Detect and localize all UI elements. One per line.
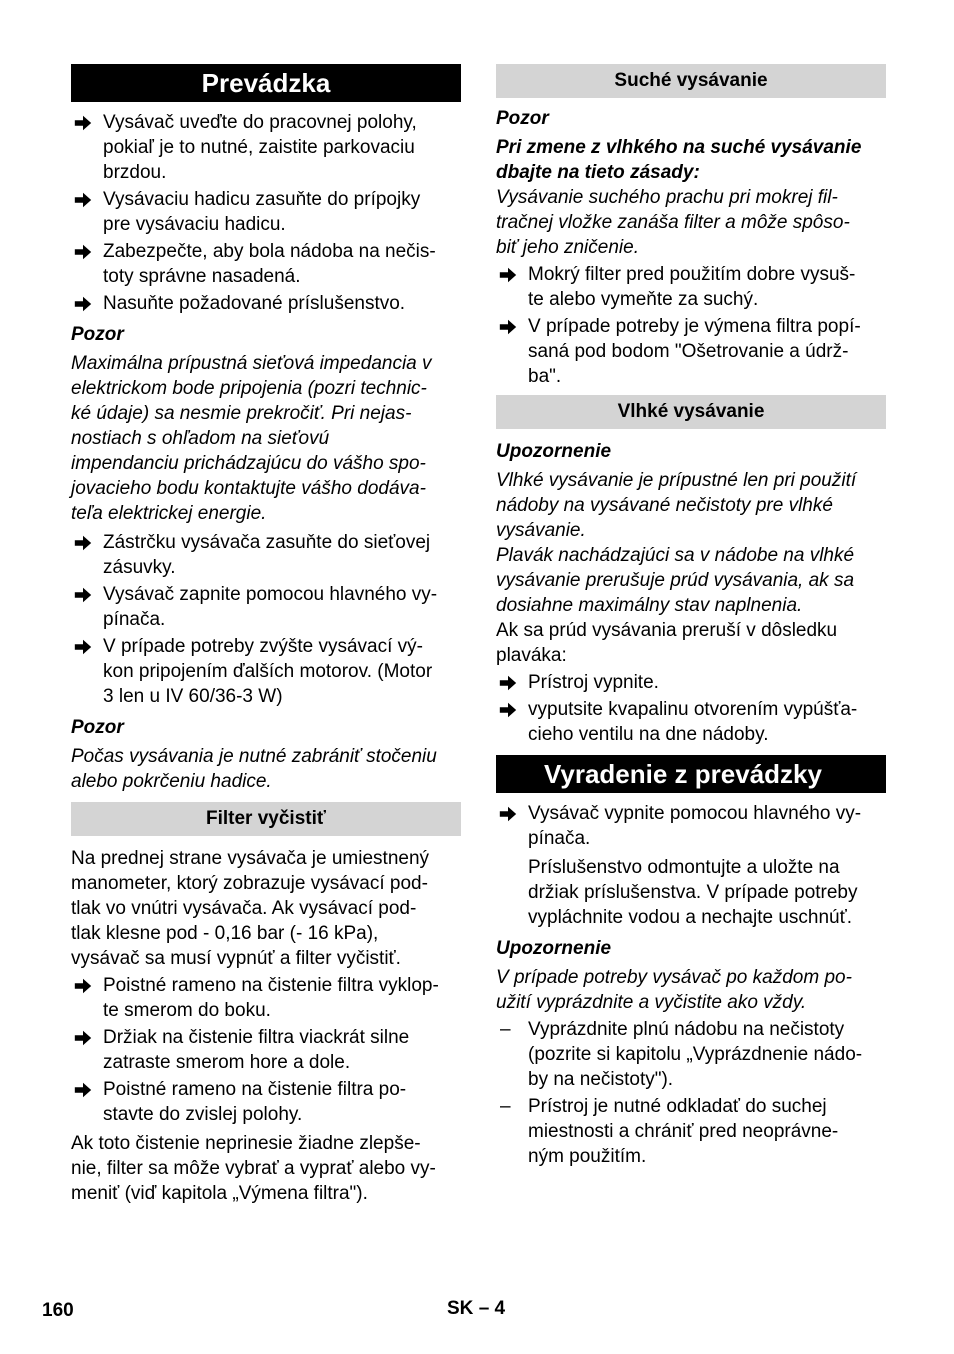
pozor-label-right: Pozor	[496, 108, 549, 129]
text-line: ba".	[528, 366, 562, 387]
text-line: miestnosti a chrániť pred neoprávne-	[528, 1121, 839, 1142]
text-line: Zástrčku vysávača zasuňte do sieťovej	[103, 532, 431, 553]
list-2	[71, 530, 461, 709]
arrow-right-icon	[73, 1025, 95, 1050]
arrow-right-icon	[73, 634, 95, 659]
arrow-right-icon	[498, 801, 520, 826]
text-line: Prístroj vypnite.	[528, 672, 659, 693]
text-line: by na nečistoty").	[528, 1069, 674, 1090]
text-line: V prípade potreby vysávač po každom po-	[496, 967, 852, 988]
list-item	[496, 697, 886, 747]
left-column	[71, 64, 461, 1206]
arrow-right-icon	[498, 670, 520, 695]
text-line: vysávanie prerušuje prúd vysávania, ak sa	[496, 570, 855, 591]
text-line: Prístroj je nutné odkladať do suchej	[528, 1096, 827, 1117]
right-column	[496, 64, 886, 1169]
upozornenie-text-1b	[496, 543, 886, 618]
text-line: nostiach s ohľadom na sieťovú	[71, 428, 330, 449]
text-line: Pri zmene z vlhkého na suché vysávanie	[496, 137, 862, 158]
text-line: te smerom do boku.	[103, 1000, 271, 1021]
arrow-right-icon	[73, 1077, 95, 1102]
text-line: meniť (viď kapitola „Výmena filtra").	[71, 1183, 368, 1204]
text-line: manometer, ktorý zobrazuje vysávací pod-	[71, 873, 428, 894]
arrow-right-icon	[73, 110, 95, 135]
arrow-right-icon	[73, 973, 95, 998]
text-line: cieho ventilu na dne nádoby.	[528, 724, 769, 745]
text-line: dbajte na tieto zásady:	[496, 162, 700, 183]
list-item-text	[528, 697, 886, 747]
pozor-label-2: Pozor	[71, 717, 124, 738]
list-item-text	[528, 1094, 886, 1169]
text-line: zásuvky.	[103, 557, 176, 578]
text-line: V prípade potreby zvýšte vysávací vý-	[103, 636, 423, 657]
pozor-text-right	[496, 185, 886, 260]
list-item	[71, 582, 461, 632]
footer-section-number: – 4	[478, 1298, 506, 1319]
text-line: Vysávaciu hadicu zasuňte do prípojky	[103, 189, 421, 210]
list-item-text	[103, 187, 461, 237]
text-line: Počas vysávania je nutné zabrániť stočeniu	[71, 746, 437, 767]
list-item	[71, 634, 461, 709]
dash-list	[496, 1017, 886, 1169]
text-line: Plavák nachádzajúci sa v nádobe na vlhké	[496, 545, 855, 566]
text-line: pre vysávaciu hadicu.	[103, 214, 286, 235]
arrow-right-icon	[73, 530, 95, 555]
text-line: Vysávač uveďte do pracovnej polohy,	[103, 112, 417, 133]
vlhke-text	[496, 618, 886, 668]
list-item-text	[103, 973, 461, 1023]
text-line: stavte do zvislej polohy.	[103, 1104, 303, 1125]
text-line: pokiaľ je to nutné, zaistite parkovaciu	[103, 137, 415, 158]
text-line: impendanciu prichádzajúcu do vášho spo-	[71, 453, 426, 474]
list-vyradenie	[496, 801, 886, 851]
page-number: 160	[42, 1300, 74, 1321]
text-line: Maximálna prípustná sieťová impedancia v	[71, 353, 432, 374]
list-item	[71, 973, 461, 1023]
text-line: Mokrý filter pred použitím dobre vysuš-	[528, 264, 856, 285]
arrow-right-icon	[73, 291, 95, 316]
text-line: vypláchnite vodou a nechajte uschnúť.	[528, 907, 853, 928]
upozornenie-label-2: Upozornenie	[496, 938, 612, 959]
text-line: ké údaje) sa nesmie prekročiť. Pri nejas-	[71, 403, 412, 424]
text-line: pínača.	[103, 609, 166, 630]
upozornenie-text-2	[496, 965, 886, 1015]
text-line: Vysávač vypnite pomocou hlavného vy-	[528, 803, 862, 824]
list-item-text	[528, 314, 886, 389]
list-vlhke	[496, 670, 886, 747]
pozor-bold-right	[496, 135, 886, 185]
text-line: teľa elektrickej energie.	[71, 503, 267, 524]
text-line: Vysávanie suchého prachu pri mokrej fil-	[496, 187, 838, 208]
text-line: zatraste smerom hore a dole.	[103, 1052, 351, 1073]
text-line: užití vyprázdnite a vyčistite ako vždy.	[496, 992, 807, 1013]
text-line: vysávač sa musí vypnúť a filter vyčistiť.	[71, 948, 401, 969]
text-line: brzdou.	[103, 162, 167, 183]
list-item	[71, 239, 461, 289]
text-line: tlak vo vnútri vysávača. Ak vysávací pod-	[71, 898, 417, 919]
text-line: plaváka:	[496, 645, 567, 666]
text-line: alebo pokrčeniu hadice.	[71, 771, 272, 792]
text-line: dosiahne maximálny stav naplnenia.	[496, 595, 803, 616]
pozor-text-2	[71, 744, 461, 794]
text-line: vysávanie.	[496, 520, 586, 541]
footer-lang: SK	[447, 1298, 474, 1319]
text-line: držiak príslušenstva. V prípade potreby	[528, 882, 858, 903]
text-line: nie, filter sa môže vybrať a vyprať alebo vy-	[71, 1158, 436, 1179]
list-item	[496, 1094, 886, 1169]
upozornenie-label-1: Upozornenie	[496, 441, 612, 462]
list-item-text	[528, 670, 886, 695]
list-item	[71, 110, 461, 185]
heading-suche-vysavanie: Suché vysávanie	[496, 64, 886, 98]
list-item	[71, 187, 461, 237]
list-item	[496, 262, 886, 312]
list-item-text	[103, 239, 461, 289]
text-line: Ak toto čistenie neprinesie žiadne zlepše-	[71, 1133, 421, 1154]
dash-bullet: –	[500, 1019, 511, 1040]
list-item-text	[528, 1017, 886, 1092]
list-item-text	[103, 291, 461, 316]
arrow-right-icon	[498, 697, 520, 722]
text-line: ným použitím.	[528, 1146, 647, 1167]
pozor-text-1	[71, 351, 461, 526]
pozor-label-1: Pozor	[71, 324, 124, 345]
text-line: V prípade potreby je výmena filtra popí-	[528, 316, 861, 337]
filter-end-text	[71, 1131, 461, 1206]
text-line: Zabezpečte, aby bola nádoba na nečis-	[103, 241, 436, 262]
filter-text	[71, 846, 461, 971]
list-item-text	[103, 530, 461, 580]
arrow-right-icon	[73, 187, 95, 212]
text-line: Poistné rameno na čistenie filtra po-	[103, 1079, 407, 1100]
list-item	[496, 1017, 886, 1092]
text-line: Poistné rameno na čistenie filtra vyklop-	[103, 975, 439, 996]
list-item-text	[103, 582, 461, 632]
text-line: 3 len u IV 60/36-3 W)	[103, 686, 283, 707]
text-line: biť jeho zničenie.	[496, 237, 639, 258]
arrow-right-icon	[498, 262, 520, 287]
text-line: elektrickom bode pripojenia (pozri technic-	[71, 378, 427, 399]
list-item	[71, 1077, 461, 1127]
text-line: saná pod bodom "Ošetrovanie a údrž-	[528, 341, 849, 362]
text-line: Nasuňte požadované príslušenstvo.	[103, 293, 406, 314]
heading-vlhke-vysavanie: Vlhké vysávanie	[496, 395, 886, 429]
upozornenie-text-1a	[496, 468, 886, 543]
list-item	[496, 801, 886, 851]
text-line: Vysávač zapnite pomocou hlavného vy-	[103, 584, 438, 605]
list-item-text	[528, 262, 886, 312]
list-item-text	[103, 634, 461, 709]
text-line: pínača.	[528, 828, 591, 849]
list-item	[71, 1025, 461, 1075]
text-line: (pozrite si kapitolu „Vyprázdnenie nádo-	[528, 1044, 863, 1065]
list-1	[71, 110, 461, 316]
text-line: Držiak na čistenie filtra viackrát silne	[103, 1027, 410, 1048]
list-item-text	[528, 801, 886, 851]
arrow-right-icon	[73, 239, 95, 264]
arrow-right-icon	[498, 314, 520, 339]
list-item	[496, 314, 886, 389]
list-item-text	[103, 1077, 461, 1127]
list-item	[496, 670, 886, 695]
text-line: kon pripojením ďalších motorov. (Motor	[103, 661, 433, 682]
heading-vyradenie: Vyradenie z prevádzky	[496, 755, 886, 793]
heading-filter: Filter vyčistiť	[71, 802, 461, 836]
text-line: te alebo vymeňte za suchý.	[528, 289, 759, 310]
list-3	[71, 973, 461, 1127]
heading-prevadzka: Prevádzka	[71, 64, 461, 102]
arrow-right-icon	[73, 582, 95, 607]
list-suche	[496, 262, 886, 389]
dash-bullet: –	[500, 1096, 511, 1117]
list-item	[71, 291, 461, 316]
list-item	[71, 530, 461, 580]
text-line: nádoby na vysávané nečistoty pre vlhké	[496, 495, 833, 516]
text-line: Vlhké vysávanie je prípustné len pri použití	[496, 470, 857, 491]
footer-section	[447, 1296, 505, 1321]
text-line: Ak sa prúd vysávania preruší v dôsledku	[496, 620, 838, 641]
vyradenie-indent-text	[496, 855, 886, 930]
text-line: vyputsite kvapalinu otvorením vypúšťa-	[528, 699, 858, 720]
text-line: Vyprázdnite plnú nádobu na nečistoty	[528, 1019, 845, 1040]
text-line: tračnej vložke zanáša filter a môže spôso-	[496, 212, 850, 233]
list-item-text	[103, 1025, 461, 1075]
list-item-text	[103, 110, 461, 185]
text-line: jovacieho bodu kontaktujte vášho dodáva-	[71, 478, 426, 499]
text-line: Príslušenstvo odmontujte a uložte na	[528, 857, 840, 878]
text-line: toty správne nasadená.	[103, 266, 301, 287]
text-line: Na prednej strane vysávača je umiestnený	[71, 848, 430, 869]
text-line: tlak klesne pod - 0,16 bar (- 16 kPa),	[71, 923, 379, 944]
